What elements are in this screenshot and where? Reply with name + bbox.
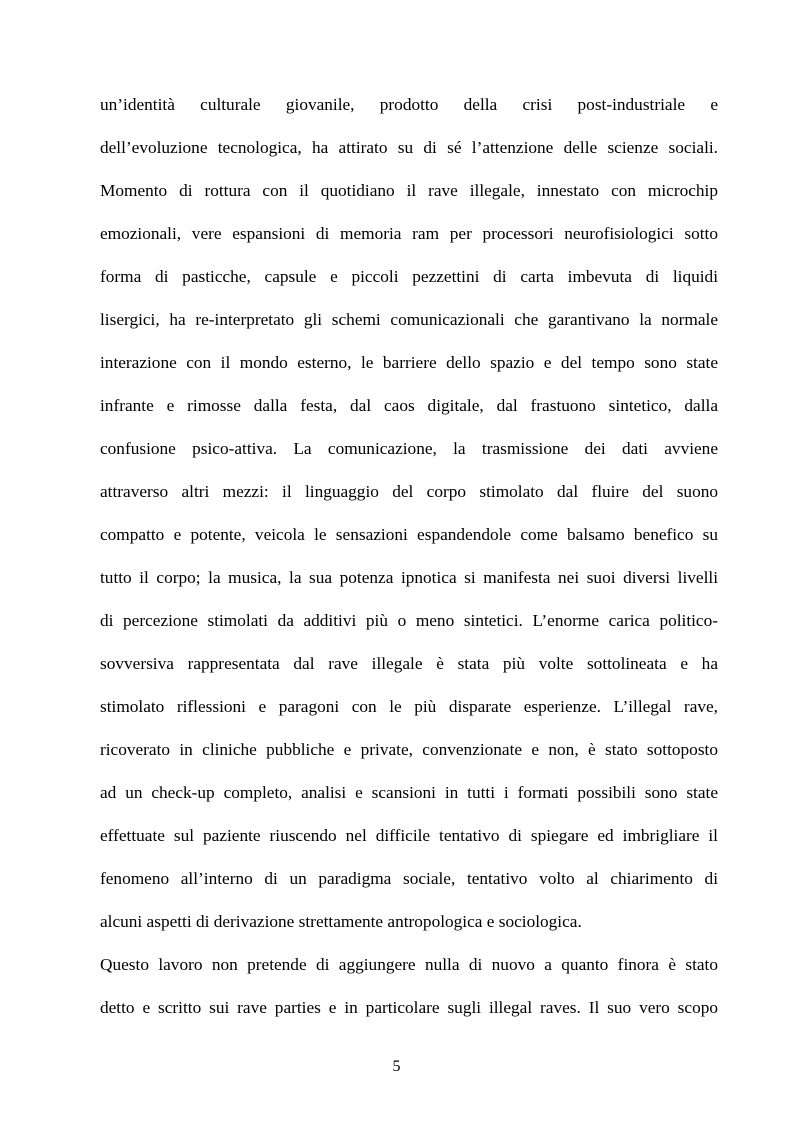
text-line: Momento di rottura con il quotidiano il rave illegale, innestato con microchip	[100, 181, 718, 200]
text-line: interazione con il mondo esterno, le barriere dello spazio e del tempo sono state	[100, 353, 718, 372]
text-line: infrante e rimosse dalla festa, dal caos digitale, dal frastuono sintetico, dalla	[100, 396, 718, 415]
text-line: fenomeno all’interno di un paradigma sociale, tentativo volto al chiarimento di	[100, 869, 718, 888]
text-line: stimolato riflessioni e paragoni con le più disparate esperienze. L’illegal rave,	[100, 697, 718, 716]
text-line: forma di pasticche, capsule e piccoli pezzettini di carta imbevuta di liquidi	[100, 267, 718, 286]
text-line: di percezione stimolati da additivi più o meno sintetici. L’enorme carica politico-	[100, 611, 718, 630]
text-line: alcuni aspetti di derivazione strettamente antropologica e sociologica.	[100, 912, 582, 931]
text-line: lisergici, ha re-interpretato gli schemi comunicazionali che garantivano la normale	[100, 310, 718, 329]
text-line: un’identità culturale giovanile, prodotto della crisi post-industriale e	[100, 95, 718, 114]
text-line: ricoverato in cliniche pubbliche e private, convenzionate e non, è stato sottoposto	[100, 740, 718, 759]
text-line: ad un check-up completo, analisi e scansioni in tutti i formati possibili sono state	[100, 783, 718, 802]
text-line: compatto e potente, veicola le sensazioni espandendole come balsamo benefico su	[100, 525, 718, 544]
text-line: Questo lavoro non pretende di aggiungere nulla di nuovo a quanto finora è stato	[100, 955, 718, 974]
text-line: sovversiva rappresentata dal rave illegale è stata più volte sottolineata e ha	[100, 654, 718, 673]
text-line: attraverso altri mezzi: il linguaggio del corpo stimolato dal fluire del suono	[100, 482, 718, 501]
page-number: 5	[392, 1058, 401, 1075]
text-line: detto e scritto sui rave parties e in particolare sugli illegal raves. Il suo vero scopo	[100, 998, 718, 1017]
text-line: effettuate sul paziente riuscendo nel difficile tentativo di spiegare ed imbrigliare il	[100, 826, 718, 845]
text-line: confusione psico-attiva. La comunicazione, la trasmissione dei dati avviene	[100, 439, 718, 458]
text-line: emozionali, vere espansioni di memoria ram per processori neurofisiologici sotto	[100, 224, 718, 243]
text-line: tutto il corpo; la musica, la sua potenza ipnotica si manifesta nei suoi diversi livelli	[100, 568, 718, 587]
text-line: dell’evoluzione tecnologica, ha attirato su di sé l’attenzione delle scienze sociali.	[100, 138, 718, 157]
